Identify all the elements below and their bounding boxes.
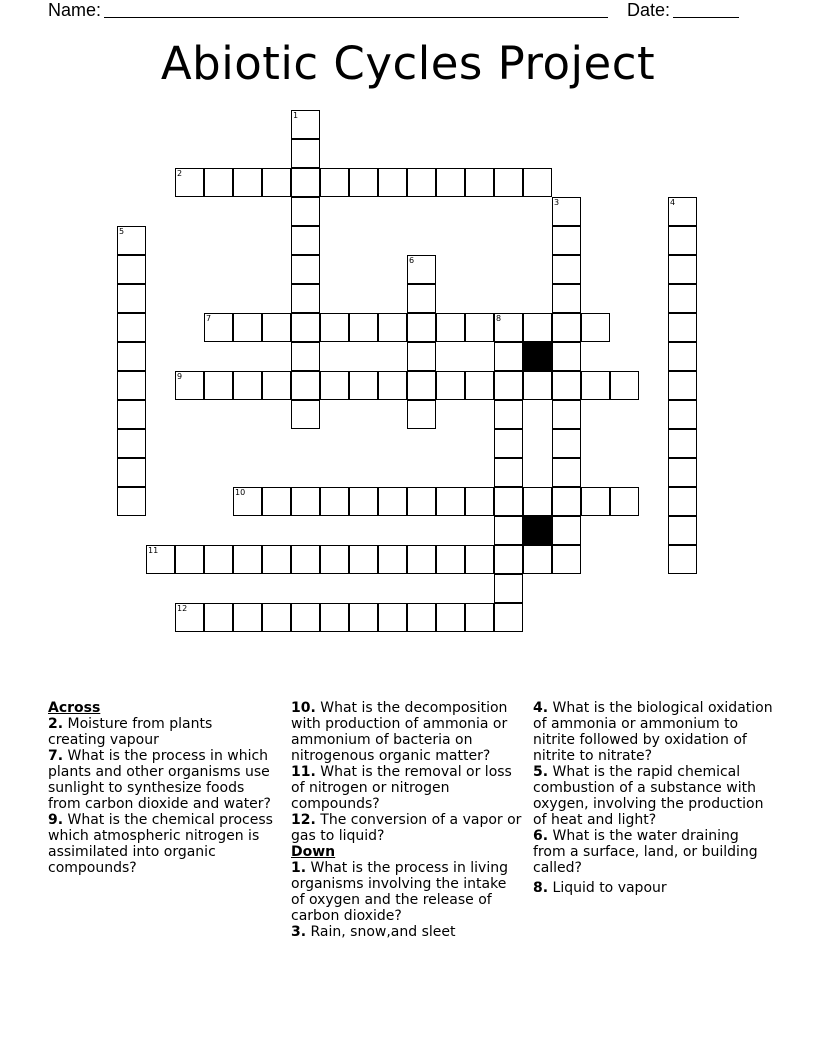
grid-cell[interactable] [233, 487, 262, 516]
grid-cell[interactable] [349, 603, 378, 632]
grid-cell[interactable] [291, 168, 320, 197]
grid-cell[interactable] [117, 226, 146, 255]
grid-cell[interactable] [117, 371, 146, 400]
grid-cell[interactable] [407, 313, 436, 342]
grid-cell[interactable] [378, 313, 407, 342]
grid-cell[interactable] [465, 545, 494, 574]
grid-cell[interactable] [175, 371, 204, 400]
grid-cell[interactable] [291, 342, 320, 371]
grid-cell[interactable] [407, 371, 436, 400]
clue-down-3: 3. Rain, snow,and sleet [291, 924, 456, 940]
grid-cell[interactable] [494, 574, 523, 603]
grid-cell[interactable] [291, 255, 320, 284]
clue-down-8: 8. Liquid to vapour [533, 880, 667, 896]
grid-cell[interactable] [668, 255, 697, 284]
grid-cell[interactable] [262, 371, 291, 400]
grid-cell[interactable] [349, 371, 378, 400]
name-label: Name: [48, 0, 102, 20]
grid-cell[interactable] [291, 226, 320, 255]
cell-number: 12 [177, 604, 188, 613]
grid-cell[interactable] [668, 545, 697, 574]
grid-cell[interactable] [552, 545, 581, 574]
grid-cell[interactable] [407, 284, 436, 313]
down-heading: Down [291, 844, 336, 860]
cell-number: 2 [177, 169, 183, 178]
grid-cell[interactable] [117, 429, 146, 458]
clue-across-11: 11. What is the removal or loss of nitrogen or nitrogen compounds? [291, 764, 512, 812]
grid-cell[interactable] [668, 487, 697, 516]
grid-cell[interactable] [465, 487, 494, 516]
grid-cell[interactable] [175, 545, 204, 574]
grid-cell[interactable] [668, 400, 697, 429]
grid-cell[interactable] [552, 342, 581, 371]
page-title: Abiotic Cycles Project [160, 37, 656, 90]
grid-cell[interactable] [117, 255, 146, 284]
grid-cell[interactable] [262, 168, 291, 197]
grid-cell[interactable] [465, 603, 494, 632]
grid-cell[interactable] [494, 371, 523, 400]
cell-number: 10 [235, 488, 246, 497]
clues-column-1 [48, 700, 273, 876]
cell-number: 11 [148, 546, 159, 555]
grid-cell[interactable] [291, 400, 320, 429]
grid-cell[interactable] [552, 197, 581, 226]
grid-cell[interactable] [378, 545, 407, 574]
grid-cell[interactable] [465, 168, 494, 197]
grid-cell[interactable] [407, 603, 436, 632]
clue-down-1: 1. What is the process in living organisms involving the intake of oxygen and the release of carbon dioxide? [291, 860, 508, 924]
grid-cell[interactable] [668, 313, 697, 342]
clues-column-3 [533, 700, 773, 896]
grid-cell[interactable] [668, 371, 697, 400]
grid-cell[interactable] [552, 487, 581, 516]
grid-cell[interactable] [320, 487, 349, 516]
grid-cell[interactable] [552, 516, 581, 545]
grid-cell[interactable] [523, 371, 552, 400]
grid-cell[interactable] [291, 110, 320, 139]
grid-cell[interactable] [610, 371, 639, 400]
cell-number: 1 [293, 111, 299, 120]
grid-cell[interactable] [407, 545, 436, 574]
clue-across-2: 2. Moisture from plants creating vapour [48, 716, 213, 748]
grid-cell[interactable] [349, 545, 378, 574]
grid-cell[interactable] [407, 168, 436, 197]
grid-cell[interactable] [349, 313, 378, 342]
grid-cell[interactable] [204, 371, 233, 400]
grid-cell[interactable] [291, 487, 320, 516]
grid-cell[interactable] [465, 313, 494, 342]
grid-cell[interactable] [407, 342, 436, 371]
cell-number: 5 [119, 227, 125, 236]
grid-cell[interactable] [204, 603, 233, 632]
grid-cell[interactable] [494, 429, 523, 458]
grid-cell[interactable] [436, 487, 465, 516]
grid-cell[interactable] [552, 371, 581, 400]
grid-cell[interactable] [407, 400, 436, 429]
grid-cell[interactable] [465, 371, 494, 400]
grid-cell[interactable] [175, 603, 204, 632]
grid-cell[interactable] [117, 313, 146, 342]
grid-block [523, 516, 552, 545]
grid-cell[interactable] [668, 516, 697, 545]
grid-cell[interactable] [233, 168, 262, 197]
grid-cell[interactable] [523, 313, 552, 342]
cell-number: 6 [409, 256, 415, 265]
date-label: Date: [627, 0, 671, 20]
grid-cell[interactable] [291, 603, 320, 632]
grid-cell[interactable] [262, 545, 291, 574]
grid-cell[interactable] [291, 284, 320, 313]
grid-cell[interactable] [436, 603, 465, 632]
grid-cell[interactable] [668, 197, 697, 226]
grid-cell[interactable] [291, 545, 320, 574]
grid-cell[interactable] [581, 371, 610, 400]
grid-cell[interactable] [610, 487, 639, 516]
grid-cell[interactable] [291, 197, 320, 226]
clue-across-12: 12. The conversion of a vapor or gas to liquid? [291, 812, 522, 844]
grid-cell[interactable] [494, 603, 523, 632]
grid-cell[interactable] [262, 603, 291, 632]
grid-cell[interactable] [262, 487, 291, 516]
grid-block [523, 342, 552, 371]
grid-cell[interactable] [436, 168, 465, 197]
grid-cell[interactable] [117, 400, 146, 429]
clue-down-5: 5. What is the rapid chemical combustion of a substance with oxygen, involving the production of heat and light? [533, 764, 764, 828]
clue-down-4: 4. What is the biological oxidation of ammonia or ammonium to nitrite followed by oxidation of nitrite to nitrate? [533, 700, 773, 764]
grid-cell[interactable] [668, 342, 697, 371]
grid-cell[interactable] [407, 255, 436, 284]
grid-cell[interactable] [581, 487, 610, 516]
cell-number: 9 [177, 372, 183, 381]
grid-cell[interactable] [552, 226, 581, 255]
grid-cell[interactable] [175, 168, 204, 197]
grid-cell[interactable] [233, 603, 262, 632]
clue-across-10: 10. What is the decomposition with production of ammonia or ammonium of bacteria on nitrogenous organic matter? [291, 700, 508, 764]
cell-number: 7 [206, 314, 212, 323]
grid-cell[interactable] [494, 342, 523, 371]
grid-cell[interactable] [581, 313, 610, 342]
clue-down-6: 6. What is the water draining from a surface, land, or building called? [533, 828, 758, 876]
grid-cell[interactable] [523, 168, 552, 197]
grid-cell[interactable] [668, 458, 697, 487]
cell-number: 4 [670, 198, 676, 207]
cell-number: 8 [496, 314, 502, 323]
grid-cell[interactable] [668, 226, 697, 255]
grid-cell[interactable] [233, 371, 262, 400]
grid-cell[interactable] [552, 255, 581, 284]
grid-cell[interactable] [378, 603, 407, 632]
grid-cell[interactable] [320, 545, 349, 574]
grid-cell[interactable] [494, 313, 523, 342]
grid-cell[interactable] [204, 168, 233, 197]
grid-cell[interactable] [552, 429, 581, 458]
grid-cell[interactable] [668, 429, 697, 458]
clue-across-7: 7. What is the process in which plants and other organisms use sunlight to synthesize foods from carbon dioxide and water? [48, 748, 271, 812]
grid-cell[interactable] [349, 487, 378, 516]
grid-cell[interactable] [494, 545, 523, 574]
grid-cell[interactable] [233, 313, 262, 342]
grid-cell[interactable] [233, 545, 262, 574]
grid-cell[interactable] [349, 168, 378, 197]
grid-cell[interactable] [436, 545, 465, 574]
grid-cell[interactable] [117, 284, 146, 313]
grid-cell[interactable] [552, 400, 581, 429]
grid-cell[interactable] [407, 487, 436, 516]
grid-cell[interactable] [291, 139, 320, 168]
cell-number: 3 [554, 198, 560, 207]
across-heading: Across [48, 700, 101, 716]
grid-cell[interactable] [117, 487, 146, 516]
grid-cell[interactable] [262, 313, 291, 342]
grid-cell[interactable] [204, 545, 233, 574]
grid-cell[interactable] [378, 168, 407, 197]
grid-cell[interactable] [494, 400, 523, 429]
grid-cell[interactable] [117, 342, 146, 371]
grid-cell[interactable] [320, 371, 349, 400]
grid-cell[interactable] [117, 458, 146, 487]
grid-cell[interactable] [378, 371, 407, 400]
clues-column-2 [291, 700, 523, 940]
grid-cell[interactable] [204, 313, 233, 342]
grid-cell[interactable] [320, 603, 349, 632]
grid-cell[interactable] [552, 284, 581, 313]
grid-cell[interactable] [378, 487, 407, 516]
clue-across-9: 9. What is the chemical process which atmospheric nitrogen is assimilated into organic compounds? [48, 812, 273, 876]
grid-cell[interactable] [523, 545, 552, 574]
grid-cell[interactable] [436, 371, 465, 400]
grid-cell[interactable] [494, 516, 523, 545]
grid-cell[interactable] [291, 371, 320, 400]
grid-cell[interactable] [523, 487, 552, 516]
grid-cell[interactable] [291, 313, 320, 342]
grid-cell[interactable] [552, 458, 581, 487]
grid-cell[interactable] [320, 168, 349, 197]
grid-cell[interactable] [494, 458, 523, 487]
grid-cell[interactable] [146, 545, 175, 574]
grid-cell[interactable] [436, 313, 465, 342]
grid-cell[interactable] [494, 168, 523, 197]
grid-cell[interactable] [668, 284, 697, 313]
grid-cell[interactable] [552, 313, 581, 342]
grid-cell[interactable] [320, 313, 349, 342]
grid-cell[interactable] [494, 487, 523, 516]
